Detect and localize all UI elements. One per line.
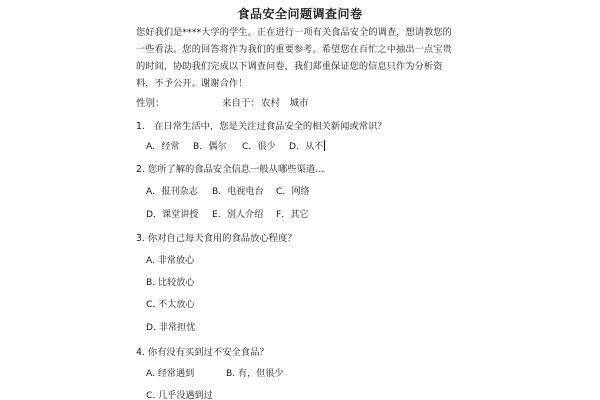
q2-option-f: F．其它 (276, 210, 309, 220)
q4-option-b: B. 有，但很少 (226, 369, 284, 379)
q1-option-b: B．偶尔 (193, 142, 227, 152)
text-cursor (324, 140, 325, 151)
q3-option-b: B. 比较放心 (146, 278, 195, 288)
origin-label: 来自于： (222, 98, 261, 109)
q2-option-c: C．网络 (276, 187, 310, 197)
q4-option-a: A. 经常遇到 (146, 369, 195, 379)
q1-option-d-label: D．从不 (289, 142, 324, 152)
q1-option-d (289, 139, 325, 152)
question-1-text: 1. 在日常生活中，您是关注过食品安全的相关新闻或常识？ (136, 121, 387, 132)
origin-options: 农村 城市 (261, 98, 309, 109)
q2-option-e: E．别人介绍 (212, 210, 264, 220)
question-4-text: 4. 你有没有买到过不安全食品？ (136, 347, 269, 358)
q2-option-d: D．课堂讲授 (146, 210, 199, 220)
gender-label: 性别： (136, 98, 165, 109)
q4-option-c: C. 几乎没遇到过 (146, 391, 213, 400)
intro-paragraph: 您好我们是****大学的学生。正在进行一项有关食品安全的调查，想请教您的一些看法。您的回答将作为我们的重要参考。希望您在百忙之中抽出一点宝贵的时间，协助我们完成以下调查问卷，我们郑重保证您的信息只作为分析资料，不予公开。谢谢合作！ (136, 27, 452, 89)
question-3-text: 3. 你对自己每天食用的食品放心程度？ (136, 233, 297, 244)
q1-option-a: A．经常 (146, 142, 180, 152)
q2-option-a: A．报刊杂志 (146, 187, 198, 197)
document-title: 食品安全问题调查问卷 (237, 7, 363, 21)
q1-option-c: C．很少 (242, 142, 276, 152)
question-2-text: 2. 您所了解的食品安全信息一般从哪些渠道… (136, 164, 325, 175)
q3-option-d: D. 非常担忧 (146, 323, 196, 333)
q2-option-b: B．电视电台 (212, 187, 264, 197)
q3-option-a: A. 非常放心 (146, 256, 195, 266)
q3-option-c: C. 不太放心 (146, 300, 195, 310)
